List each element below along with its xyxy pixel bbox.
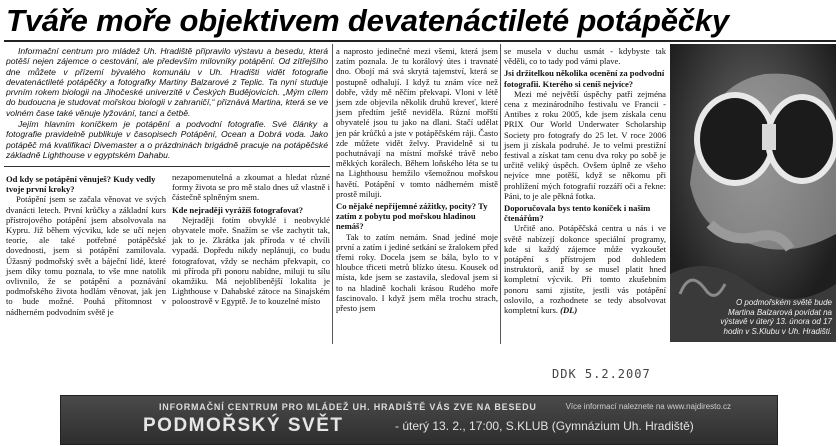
interview-answer: se musela v duchu usmát - kdybyste tak věděli, co to tady pod vámi plave.	[504, 46, 666, 67]
interview-question: Jsi držitelkou několika ocenění za podvodní fotografii. Kterého si ceníš nejvíce?	[504, 68, 665, 89]
interview-answer: nezapomenutelná a zkoumat a hledat různé formy života se pro mě stalo dnes už vlastně i částečně splněným snem.	[172, 172, 330, 203]
interview-question: Co nějaké nepříjemné zážitky, pocity? Ty zatím z pobytu pod mořskou hladinou nemáš?	[336, 201, 488, 232]
article-column-3	[336, 46, 498, 313]
interview-answer: Nejraději fotím obvyklé i neobvyklé obyvatele moře. Snažím se vše zachytit tak, jak to je. Zkrátka jak příroda v té chvíli vypadá. Dopředu nikdy neplánuji, co budu fotografovat, vždy se nechám překvapit, co mi příroda při ponoru nabídne, miluji tu sílu okamžiku. Má nejoblíbenější lokalita je Lighthouse v Dahabské zátoce na Sinajském poloostrově v Egyptě. Je to kouzelné místo	[172, 214, 330, 307]
answer-text: Určitě ano. Potápěčská centra u nás i ve světě nabízejí dokonce speciální programy, kde si každý zájemce může vyzkoušet potápění s přístrojem pod dohledem instruktorů, aniž by se musel platit hned kompletní výcvik. Při tomto zkušebním ponoru sami zjistíte, jestli vás potápění oslovilo, a rozhodnete se tedy absolvovat kompletní kurs.	[504, 223, 666, 316]
event-advert-banner	[60, 395, 778, 445]
interview-answer: a naprosto jedinečné mezi všemi, která jsem zatím poznala. Je tu korálový útes i travnaté dno. Obojí má svá skrytá tajemství, která se postupně odhalují. I když tu znám více než dobře, vždy mě něčím překvapí. Vloni v létě jsem zde objevila několik druhů kreveť, které jsem předtím ještě neviděla. Různí mořští obyvatelé jsou tu jako na dlani. Stačí udělat jen pár krůčků a jste v potápěčském ráji. Často zde můžete vidět želvy. Pravidelně si tu pochutnávají na místní mořské trávě nebo měkkých korálech. Během loňského léta se tu na Lighthousu hemžilo všemožnou mořskou havětí. Potápění v tomto nádherném místě prostě miluji.	[336, 46, 498, 199]
interview-answer: Potápění jsem se začala věnovat ve svých dvanácti letech. První krůčky a základní kurs přístrojového potápění jsem absolvovala na Kypru. Již během výcviku, kde se učí nejen teorie, ale také potřebné potápěčské dovednosti, jsem si potápění zamilovala. Úžasný podmořský svět a báječní lidé, které jsem díky tomu poznala, to vše mne natolik ovlivnilo, že se potápění a poznávání podmořského života hodlám věnovat, jak jen to bude možné. Pouhá přítomnost v nádherném podvodním světě je	[6, 194, 166, 317]
article-column-4	[504, 46, 666, 315]
intro-paragraph: Informační centrum pro mládež Uh. Hradiště připravilo výstavu a besedu, která potěší nejen zájemce o cestování, ale především milovníky potápění. Od zítřejšího dne můžete v přízemí bývalého komunálu v Uh. Hradišti vidět fotografie devatenáctileté potápěčky a fotografky Martiny Balzarové z Teplic. Ta nyní studuje prvním rokem biologii na Jihočeské univerzitě v Českých Budějovicích. „Mým cílem do budoucna je studovat mořskou biologii v zahraničí,“ přiznává Martina, která se ve volném čase také věnuje lyžování, tanci a četbě.	[6, 46, 328, 118]
author-signature: (DL)	[560, 305, 578, 316]
column-divider	[332, 44, 333, 344]
intro-rule	[4, 166, 330, 167]
article-headline: Tváře moře objektivem devatenáctileté potápěčky	[6, 3, 729, 38]
interview-question: Kde nejraději vyrážíš fotografovat?	[172, 204, 304, 215]
column-divider	[500, 44, 501, 344]
article-intro	[6, 46, 328, 161]
interview-question: Doporučovala bys tento koníček i našim čtenářům?	[504, 203, 651, 224]
advert-date-venue: - úterý 13. 2., 17:00, S.KLUB (Gymnázium Uh. Hradiště)	[395, 419, 694, 433]
photo-caption: O podmořském světě bude Martina Balzarová povídat na výstavě v úterý 13. února od 17 hodin v S.Klubu v Uh. Hradišti.	[720, 298, 832, 336]
advert-title: PODMOŘSKÝ SVĚT	[143, 415, 344, 436]
interview-answer: Tak to zatím nemám. Snad jediné moje první a zatím i jediné setkání se žralokem před třemi roky. Docela jsem se bála, bylo to v hloubce třiceti metrů blízko útesu. Kousek od místa, kde jsem se zastavila, sledoval jsem si to na hladině kochali krásou Rudého moře fascinovalo. I když jsem měla trochu strach, přesto jsem	[336, 231, 498, 314]
advert-organizer: INFORMAČNÍ CENTRUM PRO MLÁDEŽ UH. HRADIŠTĚ VÁS ZVE NA BESEDU	[159, 402, 537, 412]
advert-web-note: Více informací naleznete na www.najdiresto.cz	[565, 402, 731, 411]
interview-answer	[504, 223, 666, 315]
article-column-1	[6, 172, 166, 317]
interview-question: Od kdy se potápění věnuješ? Kudy vedly tvoje první kroky?	[6, 174, 156, 195]
handwritten-date-note: DDK 5.2.2007	[552, 367, 651, 381]
article-column-2	[172, 172, 330, 307]
interview-answer: Mezi mé největší úspěchy patří zejména cena z mezinárodního festivalu ve Francii - Antibes z roku 2005, kde jsem získala cenu PRIX Our World Underwater Scholarship Society pro fotografy do 25 let. V roce 2006 jsem ji získala podruhé. Je to velmi prestižní festival a získat tam cenu dva roky po sobě je určitě veliký úspěch. Ovšem úplně ze všeho nejvíce mne potěší, když se někomu při prohlížení mých fotografií rozzáří oči a řekne: Páni, to je ale pěkná fotka.	[504, 88, 666, 201]
headline-rule	[4, 40, 836, 42]
diver-photo	[670, 44, 836, 342]
intro-paragraph: Jejím hlavním koníčkem je potápění a podvodní fotografie. Své články a fotografie pravidelně publikuje v časopisech Potápění, Ocean a Dobrá voda. Jako potápěč má kvalifikaci Divemaster a o prázdninách brigádně pracuje na potápěčské základně Lighthouse v egyptském Dahabu.	[6, 119, 328, 160]
